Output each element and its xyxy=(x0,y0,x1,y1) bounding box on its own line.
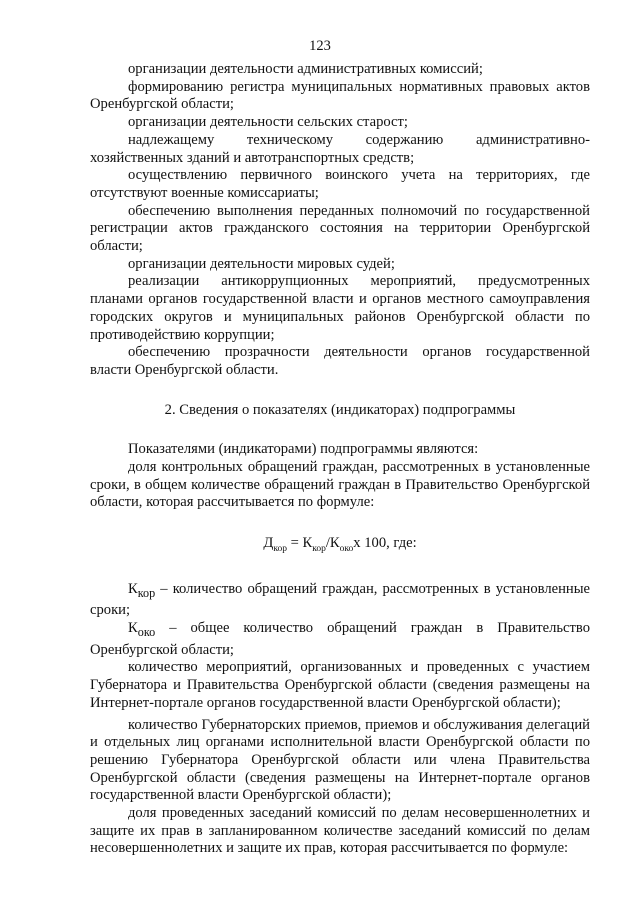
paragraph: обеспечению прозрачности деятельности органов государственной власти Оренбургской области. xyxy=(90,344,590,378)
formula-lhs-subscript: кор xyxy=(273,544,287,555)
paragraph: доля проведенных заседаний комиссий по делам несовершеннолетних и защите их прав в запланированном количестве заседаний комиссий по делам несовершеннолетних и защите их прав, которая рассчитывается по формуле: xyxy=(90,805,590,857)
paragraph: организации деятельности мировых судей; xyxy=(128,255,395,272)
paragraph: организации деятельности административных комиссий; xyxy=(128,61,483,77)
def-text: – общее количество обращений граждан в Правительство Оренбургской области; xyxy=(90,620,590,658)
paragraph: осуществлению первичного воинского учета на территориях, где отсутствуют военные комиссариаты; xyxy=(90,167,590,201)
def-text: – количество обращений граждан, рассмотренных в установленные сроки; xyxy=(90,580,590,619)
formula-k2-subscript: око xyxy=(339,544,354,555)
def-symbol: К xyxy=(128,580,138,597)
def-symbol-subscript: кор xyxy=(137,585,156,600)
formula xyxy=(90,535,590,559)
formula-k2: К xyxy=(329,535,340,552)
paragraph: реализации антикоррупционных мероприятий, предусмотренных планами органов государственной власти и органов местного самоуправления городских округов и муниципальных районов Оренбургской области по противодействию коррупции; xyxy=(90,273,590,343)
paragraph: организации деятельности сельских старост; xyxy=(128,114,408,131)
paragraph: доля контрольных обращений граждан, рассмотренных в установленные сроки, в общем количестве обращений граждан в Правительство Оренбургской области, которая рассчитывается по формуле: xyxy=(90,459,590,511)
page-body xyxy=(90,61,590,858)
paragraph: надлежащему техническому содержанию административно-хозяйственных зданий и автотранспортных средств; xyxy=(90,131,590,166)
paragraph: обеспечению выполнения переданных полномочий по государственной регистрации актов гражданского состояния на территории Оренбургской области; xyxy=(90,202,590,255)
indicators-intro: Показателями (индикаторами) подпрограммы являются: xyxy=(128,441,479,458)
formula-equals: = xyxy=(286,535,303,552)
formula-lhs: Д xyxy=(263,535,274,552)
formula-slash: / xyxy=(325,535,330,552)
formula-k1-subscript: кор xyxy=(312,544,326,555)
paragraph: формированию регистра муниципальных нормативных правовых актов Оренбургской области; xyxy=(90,78,590,113)
definition-koko xyxy=(90,620,590,659)
formula-k1: К xyxy=(302,535,313,552)
paragraph: количество мероприятий, организованных и проведенных с участием Губернатора и Правительства Оренбургской области (сведения размещены на Интернет-портале органов государственной власти Оренбургской области); xyxy=(90,659,590,711)
paragraph: количество Губернаторских приемов, приемов и обслуживания делегаций и отдельных лиц органами исполнительной власти Оренбургской области по решению Губернатора Оренбургской области или члена Правительства Оренбургской области (сведения размещены на Интернет-портале органов государственной власти Оренбургской области); xyxy=(90,716,590,804)
definition-kkor xyxy=(90,581,590,620)
def-symbol-subscript: око xyxy=(137,625,156,639)
def-symbol: К xyxy=(128,620,138,637)
section-heading: 2. Сведения о показателях (индикаторах) подпрограммы xyxy=(164,401,516,418)
page-number: 123 xyxy=(309,38,331,54)
formula-tail: x 100, где: xyxy=(353,535,417,552)
